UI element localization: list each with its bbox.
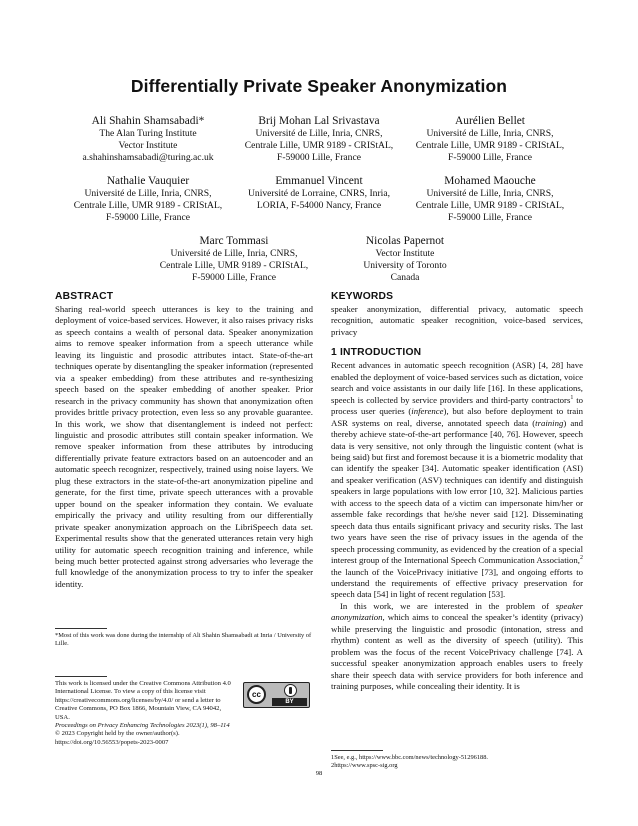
author-block: [325, 234, 485, 285]
paper-title: Differentially Private Speaker Anonymization: [130, 76, 508, 96]
doi-link[interactable]: https://doi.org/10.56553/popets-2023-0007: [55, 738, 169, 746]
author-email: a.shahinshamsabadi@turing.ac.uk: [82, 152, 214, 164]
abstract-text: Sharing real-world speech utterances is key to the training and deployment of voice-based services. However, it also raises privacy risks as speech contains a wealth of personal data. Speaker anonymization aims to remove speaker information from a speech utterance while leaving its linguistic and prosodic attributes intact. State-of-the-art techniques operate by disentangling the speaker information (represented via a speaker embedding) from these attributes and re-synthesizing speech based on the speaker embedding of another speaker. Prior research in the privacy community has shown that anonymization often provides brittle privacy protection, even less so any provable guarantee. In this work, we show that disentanglement is indeed not perfect: linguistic and prosodic attributes still contain speaker information. We remove speaker information from these attributes by introducing differentially private feature extractors based on an autoencoder and an automatic speech recognizer, respectively, trained using noise layers. We plug these extractors in the state-of-the-art anonymization pipeline and generate, for the first time, private speech utterances with a provable upper bound on the speaker information they contain. We evaluate empirically the privacy and utility resulting from our differentially private speaker anonymization approach on the LibriSpeech data set. Experimental results show that the generated utterances retain very high utility for automatic speech recognition training and inference, while being much better protected against strong adversaries who leverage the full knowledge of the anonymization process to try to infer the speaker identity.: [55, 304, 313, 589]
page-number: 98: [315, 770, 323, 777]
keywords-text: speaker anonymization, differential privacy, automatic speech recognition, automatic speaker recognition, voice-based services, privacy: [331, 304, 583, 337]
author-affiliation: Université de Lorraine, CNRS, Inria,: [247, 188, 390, 199]
author-block: [239, 114, 399, 165]
author-name: Marc Tommasi: [199, 235, 269, 247]
introduction-paragraph-2: In this work, we are interested in the problem of speaker anonymization, which aims to conceal the speaker’s identity (privacy) while preserving the linguistic and prosodic (intonation, stress and rhythm) content as well as the diversity of speech (utility). This problem was the focus of the recent VoicePrivacy challenge [74]. A successful speaker anonymization approach enables users to freely share their speech data with service providers for both inference and training purposes, while concealing their identity. It is: [331, 600, 583, 692]
author-block: [154, 234, 314, 285]
introduction-heading: 1 INTRODUCTION: [331, 347, 422, 359]
author-affiliation: Centrale Lille, UMR 9189 - CRIStAL,: [73, 200, 223, 212]
author-affiliation: Centrale Lille, UMR 9189 - CRIStAL,: [415, 140, 565, 152]
author-name: Nathalie Vauquier: [106, 175, 190, 187]
author-name: Emmanuel Vincent: [275, 175, 363, 187]
license-text: This work is licensed under the Creative Commons Attribution 4.0 International License. To view a copy of this license visit https://creativecommons.org/licenses/by/4.0/ or send a letter to Creative Commons, PO Box 1866, Mountain View, CA 94042, USA.: [55, 680, 231, 721]
footnote-1: 1See, e.g., https://www.bbc.com/news/technology-51296188.: [331, 754, 489, 761]
author-name: Mohamed Maouche: [444, 175, 536, 187]
footnote-2: 2https://www.spsc-sig.org: [331, 762, 398, 770]
author-block: [68, 174, 228, 225]
attribution-person-icon: [284, 684, 297, 697]
author-affiliation: Vector Institute: [375, 248, 435, 259]
author-affiliation: F-59000 Lille, France: [448, 152, 532, 164]
license-block: [55, 676, 313, 747]
author-name: Nicolas Papernot: [365, 235, 445, 247]
author-affiliation: F-59000 Lille, France: [106, 212, 190, 224]
author-block: [68, 114, 228, 165]
author-name: Brij Mohan Lal Srivastava: [258, 115, 380, 127]
footnote-divider: [55, 628, 107, 629]
author-affiliation: Canada: [390, 272, 420, 284]
keywords-heading: KEYWORDS: [331, 291, 394, 302]
author-affiliation: F-59000 Lille, France: [277, 152, 361, 164]
author-affiliation: F-59000 Lille, France: [448, 212, 532, 224]
right-column: [331, 291, 583, 693]
author-name: Ali Shahin Shamsabadi*: [91, 115, 205, 127]
cc-by-license-badge: [243, 682, 310, 708]
author-affiliation: Centrale Lille, UMR 9189 - CRIStAL,: [415, 200, 565, 212]
author-affiliation: Vector Institute: [118, 140, 178, 152]
journal-name: Proceedings on Privacy Enhancing Technologies 2023(1), 98–114: [55, 722, 230, 730]
author-name: Aurélien Bellet: [455, 115, 525, 127]
footnote-ref-1[interactable]: 1: [570, 394, 574, 401]
footnote-ref-2[interactable]: 2: [580, 555, 583, 562]
author-block: [239, 174, 399, 212]
introduction-paragraph-1: Recent advances in automatic speech recognition (ASR) [4, 28] have enabled the deployment of voice-based services such as dictation, voice search and voice assistants in our daily life [16]. In these applications, speech is collected by service providers and third-party contractors$^1$ to process user queries (inference), but also before deployment to train ASR systems on real, diverse, annotated speech data (training) and thereby achieve state-of-the-art performance [40, 76]. However, speech data is very sensitive, not only through the linguistic content (what is being said) but first and foremost because it is a biometric modality that can identify the speaker [34]. Automatic speaker identification (ASI) and speaker verification (ASV) techniques can identify and distinguish speakers in large populations with low error [10, 32]. Malicious parties with access to the speech data of a victim can impersonate him/her or assemble fake recordings that he/she never said [12]. Disseminating speech data thus entails significant privacy and security risks. The last two years have seen the rise of privacy issues in the agenda of the speech processing community, as evidenced by the creation of a special interest group of the International Speech Communication Association,$^2$ the launch of the VoicePrivacy initiative [73], and ongoing efforts to understand the requirements of effective privacy preservation for speech data [54] in light of recent regulation [53].: [331, 360, 583, 600]
cc-icon: cc: [247, 685, 266, 704]
author-block: [410, 114, 570, 165]
author-affiliation: Université de Lille, Inria, CNRS,: [84, 188, 212, 199]
abstract-heading: ABSTRACT: [55, 291, 114, 302]
author-block: [410, 174, 570, 225]
author-affiliation: Centrale Lille, UMR 9189 - CRIStAL,: [244, 140, 394, 152]
author-affiliation: Université de Lille, Inria, CNRS,: [170, 248, 298, 259]
author-affiliation: Université de Lille, Inria, CNRS,: [426, 128, 554, 139]
author-footnote: [55, 628, 313, 648]
license-divider: [55, 676, 107, 677]
by-label: BY: [272, 698, 307, 706]
author-affiliation: Centrale Lille, UMR 9189 - CRIStAL,: [159, 260, 309, 272]
author-affiliation: Université de Lille, Inria, CNRS,: [255, 128, 383, 139]
author-affiliation: Université de Lille, Inria, CNRS,: [426, 188, 554, 199]
author-affiliation: The Alan Turing Institute: [99, 128, 197, 139]
footnote-star: *Most of this work was done during the internship of Ali Shahin Shamsabadi at Inria / University of Lille.: [55, 632, 312, 648]
copyright-notice: © 2023 Copyright held by the owner/author(s).: [55, 730, 180, 738]
author-affiliation: University of Toronto: [363, 260, 447, 272]
footnote-divider: [331, 750, 383, 751]
left-column: [55, 291, 313, 590]
right-footnotes: [331, 750, 583, 770]
author-affiliation: LORIA, F-54000 Nancy, France: [256, 200, 382, 212]
author-affiliation: F-59000 Lille, France: [192, 272, 276, 284]
